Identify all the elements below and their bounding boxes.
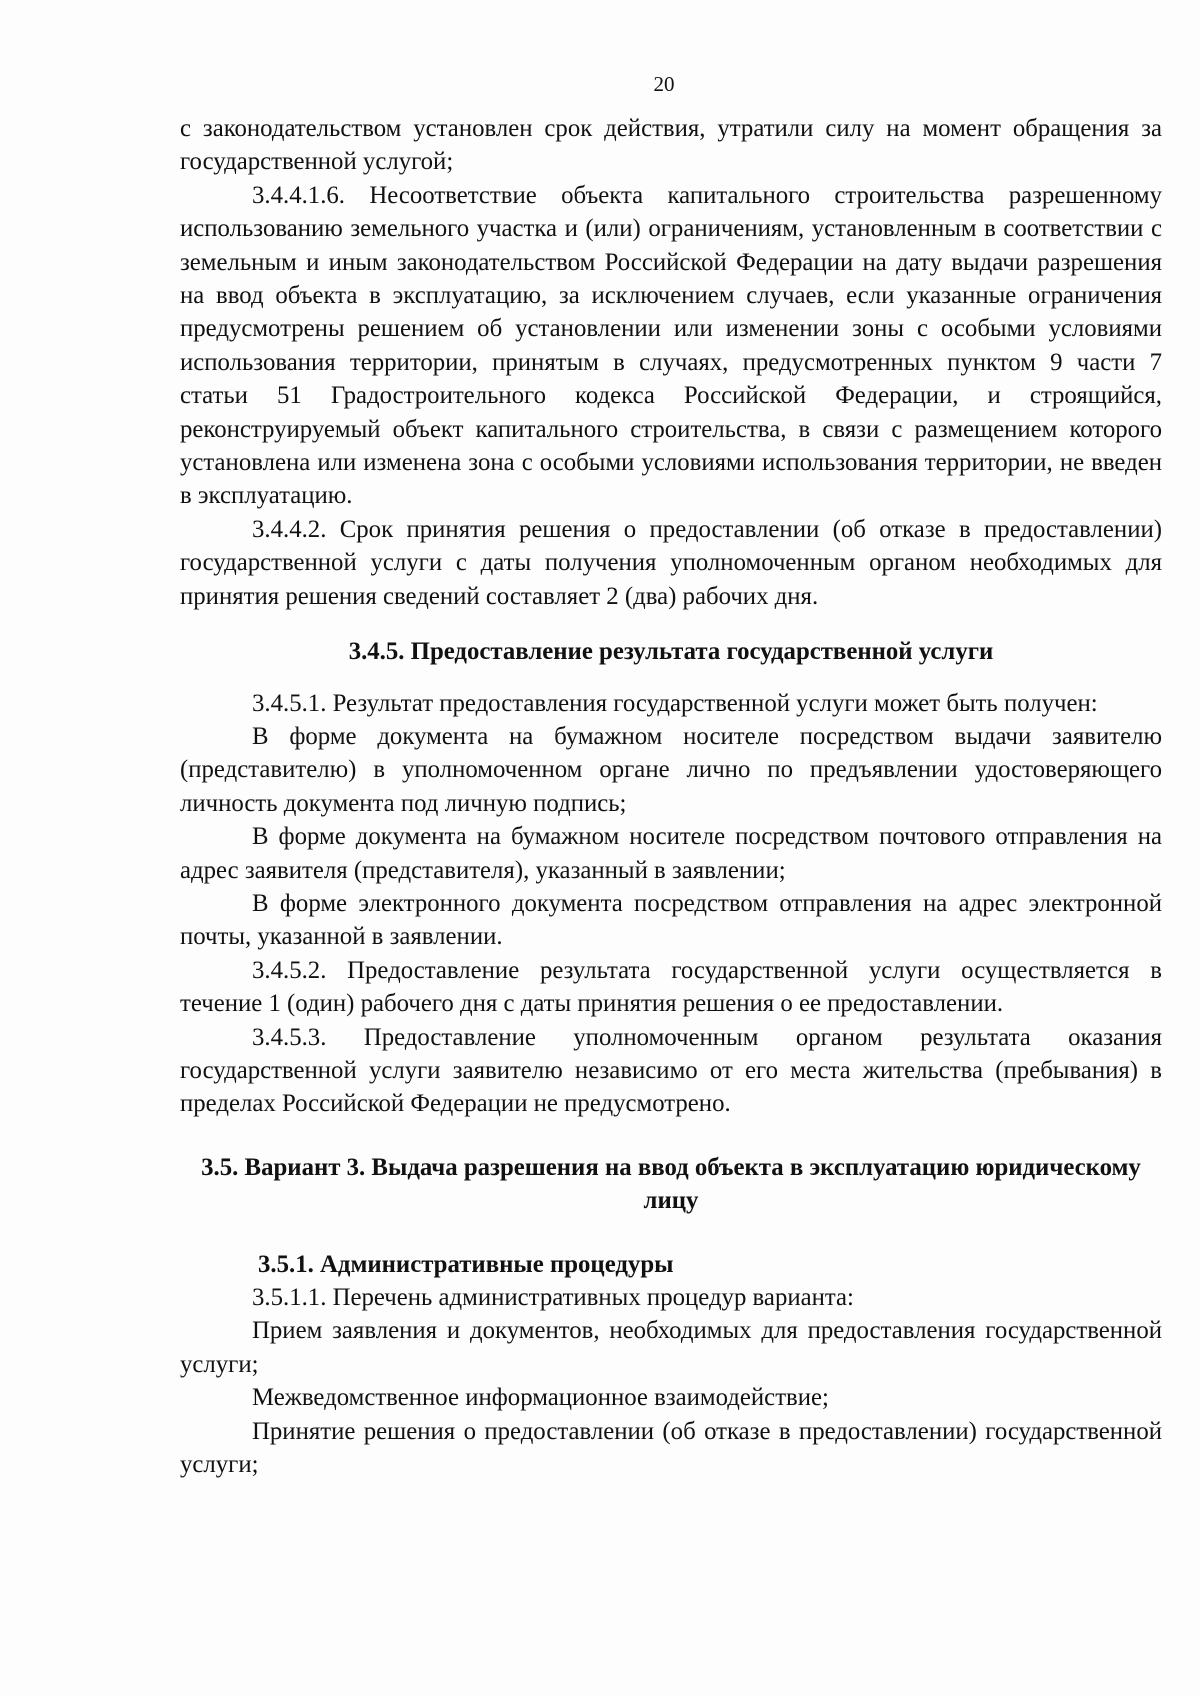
list-item-procedure-3: Принятие решения о предоставлении (об отказе в предоставлении) государственной услуги; — [180, 1417, 1162, 1479]
paragraph-3-4-5-1: 3.4.5.1. Результат предоставления государственной услуги может быть получен: — [252, 689, 1098, 717]
section-heading-3-4-5: 3.4.5. Предоставление результата государственной услуги — [348, 638, 994, 666]
paragraph: с законодательством установлен срок действия, утратили силу на момент обращения за государственной услугой; — [180, 115, 1162, 176]
paragraph-3-4-4-1-6: 3.4.4.1.6. Несоответствие объекта капитального строительства разрешенному использованию земельного участка и (или) ограничениям, установленным в соответствии с земельным и иным законодательством Российской Федерации на дату выдачи разрешения на ввод объекта в эксплуатацию, за исключением случаев, если указанные ограничения предусмотрены решением об установлении или изменении зоны с особыми условиями использования территории, принятым в случаях, предусмотренных пунктом 9 части 7 статьи 51 Градостроительного кодекса Российской Федерации, и строящийся, реконструируемый объект капитального строительства, в связи с размещением которого установлена или изменена зона с особыми условиями использования территории, не введен в эксплуатацию. — [180, 181, 1162, 510]
list-item-paper-mail: В форме документа на бумажном носителе посредством почтового отправления на адрес заявителя (представителя), указанный в заявлении; — [180, 823, 1162, 884]
list-item-paper-personal: В форме документа на бумажном носителе посредством выдачи заявителю (представителю) в уполномоченном органе лично по предъявлении удостоверяющего личность документа под личную подпись; — [180, 722, 1162, 817]
paragraph-3-4-5-3: 3.4.5.3. Предоставление уполномоченным органом результата оказания государственной услуги заявителю независимо от его места жительства (пребывания) в пределах Российской Федерации не предусмотрено. — [180, 1023, 1162, 1118]
list-item-electronic: В форме электронного документа посредством отправления на адрес электронной почты, указанной в заявлении. — [180, 889, 1162, 951]
list-item-procedure-1: Прием заявления и документов, необходимых для предоставления государственной услуги; — [180, 1317, 1162, 1378]
document-body — [180, 112, 1162, 1481]
paragraph-3-4-5-2: 3.4.5.2. Предоставление результата государственной услуги осуществляется в течение 1 (один) рабочего дня с даты принятия решения о ее предоставлении. — [180, 956, 1162, 1018]
paragraph-3-5-1-1: 3.5.1.1. Перечень административных процедур варианта: — [252, 1284, 854, 1311]
subsection-heading-3-5-1: 3.5.1. Административные процедуры — [258, 1250, 674, 1278]
page-number: 20 — [653, 72, 675, 96]
paragraph-3-4-4-2: 3.4.4.2. Срок принятия решения о предоставлении (об отказе в предоставлении) государственной услуги с даты получения уполномоченным органом необходимых для принятия решения сведений составляет 2 (два) рабочих дня. — [180, 515, 1162, 610]
list-item-procedure-2: Межведомственное информационное взаимодействие; — [252, 1384, 829, 1412]
section-heading-3-5: 3.5. Вариант 3. Выдача разрешения на ввод объекта в эксплуатацию юридическому лицу — [201, 1153, 1141, 1215]
